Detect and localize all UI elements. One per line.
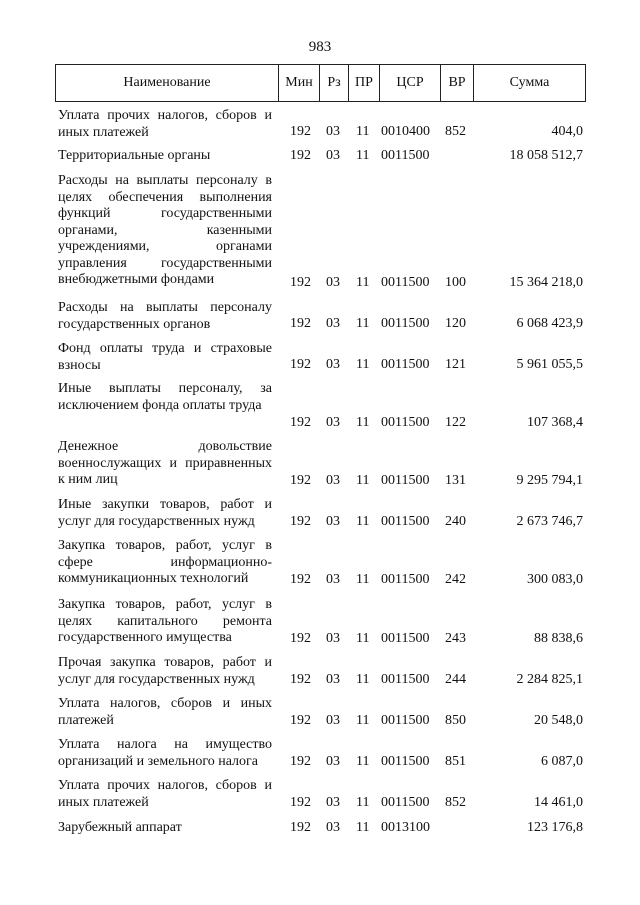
row-name: Уплата прочих налогов, сборов и иных платежей <box>58 108 272 140</box>
row-name: Уплата прочих налогов, сборов и иных платежей <box>58 778 272 810</box>
row-name: Территориальные органы <box>58 148 211 163</box>
row-pr: 11 <box>356 820 370 835</box>
row-name: Денежное довольствие военнослужащих и приравненных к ним лиц <box>58 439 272 487</box>
row-pr: 11 <box>356 795 370 810</box>
row-csr: 0011500 <box>381 275 430 290</box>
row-sum: 14 461,0 <box>534 795 583 810</box>
row-pr: 11 <box>356 473 370 488</box>
row-pr: 11 <box>356 148 370 163</box>
row-csr: 0011500 <box>381 357 430 372</box>
row-name: Уплата налогов, сборов и иных платежей <box>58 696 272 728</box>
row-sum: 15 364 218,0 <box>509 275 583 290</box>
table-header <box>55 64 586 102</box>
row-sum: 88 838,6 <box>534 631 583 646</box>
row-pr: 11 <box>356 357 370 372</box>
row-rz: 03 <box>326 795 340 810</box>
row-name: Закупка товаров, работ, услуг в целях капитального ремонта государственного имущества <box>58 597 272 645</box>
row-name: Расходы на выплаты персоналу государственных органов <box>58 300 272 332</box>
row-min: 192 <box>290 316 311 331</box>
row-sum: 9 295 794,1 <box>516 473 583 488</box>
row-min: 192 <box>290 713 311 728</box>
row-sum: 2 284 825,1 <box>516 672 583 687</box>
row-sum: 300 083,0 <box>527 572 583 587</box>
row-min: 192 <box>290 415 311 430</box>
row-vr: 100 <box>445 275 466 290</box>
row-csr: 0010400 <box>381 124 430 139</box>
row-rz: 03 <box>326 572 340 587</box>
row-vr: 131 <box>445 473 466 488</box>
row-rz: 03 <box>326 754 340 769</box>
row-vr: 852 <box>445 795 466 810</box>
row-min: 192 <box>290 795 311 810</box>
row-rz: 03 <box>326 631 340 646</box>
row-csr: 0011500 <box>381 795 430 810</box>
row-pr: 11 <box>356 713 370 728</box>
row-rz: 03 <box>326 820 340 835</box>
row-csr: 0011500 <box>381 672 430 687</box>
row-rz: 03 <box>326 357 340 372</box>
row-csr: 0011500 <box>381 713 430 728</box>
header-csr: ЦСР <box>396 75 424 90</box>
row-pr: 11 <box>356 415 370 430</box>
row-rz: 03 <box>326 148 340 163</box>
row-vr: 122 <box>445 415 466 430</box>
row-csr: 0013100 <box>381 820 430 835</box>
header-rz: Рз <box>327 75 341 90</box>
row-min: 192 <box>290 754 311 769</box>
row-pr: 11 <box>356 672 370 687</box>
row-name: Зарубежный аппарат <box>58 820 182 835</box>
row-csr: 0011500 <box>381 754 430 769</box>
row-pr: 11 <box>356 275 370 290</box>
row-sum: 107 368,4 <box>527 415 583 430</box>
row-vr: 242 <box>445 572 466 587</box>
row-pr: 11 <box>356 631 370 646</box>
row-vr: 120 <box>445 316 466 331</box>
header-name: Наименование <box>123 75 211 90</box>
row-min: 192 <box>290 275 311 290</box>
row-pr: 11 <box>356 754 370 769</box>
row-vr: 851 <box>445 754 466 769</box>
row-rz: 03 <box>326 473 340 488</box>
header-sum: Сумма <box>509 75 550 90</box>
row-name: Прочая закупка товаров, работ и услуг для государственных нужд <box>58 655 272 687</box>
row-csr: 0011500 <box>381 572 430 587</box>
row-vr: 240 <box>445 514 466 529</box>
row-name: Уплата налога на имущество организаций и земельного налога <box>58 737 272 769</box>
row-sum: 6 087,0 <box>541 754 583 769</box>
row-min: 192 <box>290 820 311 835</box>
row-min: 192 <box>290 672 311 687</box>
row-pr: 11 <box>356 572 370 587</box>
row-sum: 2 673 746,7 <box>516 514 583 529</box>
row-rz: 03 <box>326 415 340 430</box>
row-pr: 11 <box>356 514 370 529</box>
row-csr: 0011500 <box>381 316 430 331</box>
header-min: Мин <box>285 75 313 90</box>
row-csr: 0011500 <box>381 415 430 430</box>
row-pr: 11 <box>356 316 370 331</box>
row-vr: 850 <box>445 713 466 728</box>
row-sum: 6 068 423,9 <box>516 316 583 331</box>
row-min: 192 <box>290 514 311 529</box>
row-csr: 0011500 <box>381 148 430 163</box>
row-name: Фонд оплаты труда и страховые взносы <box>58 341 272 373</box>
row-min: 192 <box>290 572 311 587</box>
row-min: 192 <box>290 124 311 139</box>
row-vr: 121 <box>445 357 466 372</box>
row-rz: 03 <box>326 672 340 687</box>
row-min: 192 <box>290 473 311 488</box>
row-name: Закупка товаров, работ, услуг в сфере информационно-коммуникационных технологий <box>58 538 272 586</box>
row-min: 192 <box>290 357 311 372</box>
row-min: 192 <box>290 631 311 646</box>
row-vr: 244 <box>445 672 466 687</box>
row-min: 192 <box>290 148 311 163</box>
row-name: Расходы на выплаты персоналу в целях обеспечения выполнения функций государственными органами, казенными учреждениями, органами управления государственными внебюджетными фондами <box>58 173 272 287</box>
row-rz: 03 <box>326 713 340 728</box>
row-name: Иные закупки товаров, работ и услуг для государственных нужд <box>58 497 272 529</box>
row-vr: 852 <box>445 124 466 139</box>
row-sum: 123 176,8 <box>527 820 583 835</box>
row-vr: 243 <box>445 631 466 646</box>
row-sum: 5 961 055,5 <box>516 357 583 372</box>
row-rz: 03 <box>326 514 340 529</box>
page-number: 983 <box>308 39 332 55</box>
header-pr: ПР <box>355 75 373 90</box>
row-csr: 0011500 <box>381 473 430 488</box>
row-rz: 03 <box>326 275 340 290</box>
row-csr: 0011500 <box>381 631 430 646</box>
row-rz: 03 <box>326 124 340 139</box>
row-sum: 20 548,0 <box>534 713 583 728</box>
header-vr: ВР <box>448 75 466 90</box>
row-sum: 18 058 512,7 <box>509 148 583 163</box>
row-csr: 0011500 <box>381 514 430 529</box>
row-pr: 11 <box>356 124 370 139</box>
row-rz: 03 <box>326 316 340 331</box>
row-name: Иные выплаты персоналу, за исключением фонда оплаты труда <box>58 381 272 413</box>
row-sum: 404,0 <box>551 124 583 139</box>
